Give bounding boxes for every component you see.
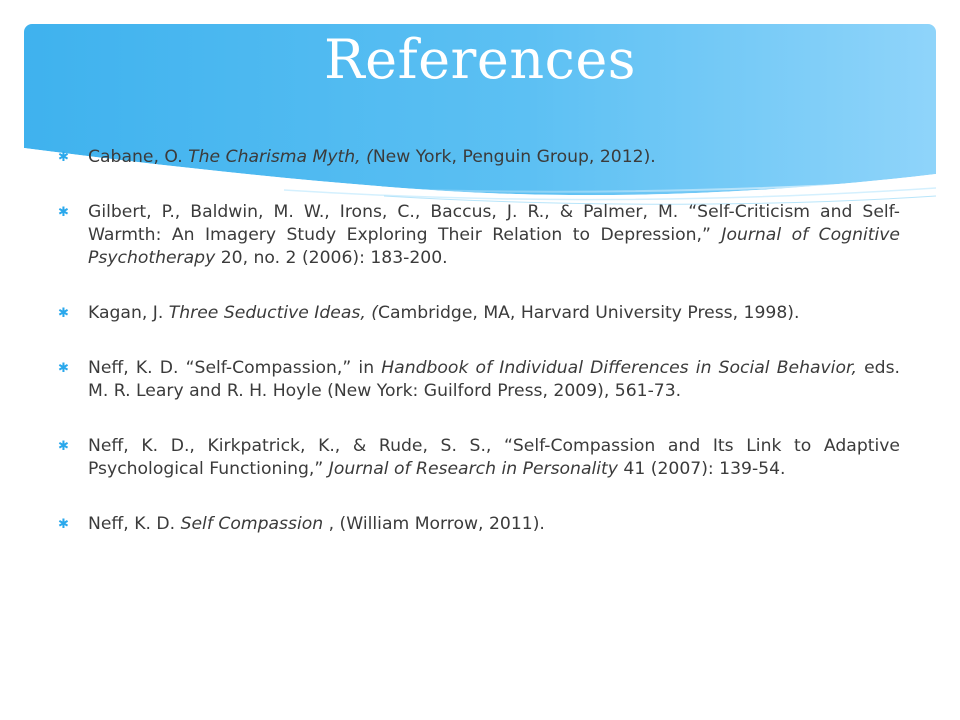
- asterisk-icon: ✱: [58, 150, 69, 165]
- reference-text: Cabane, O.: [88, 147, 189, 167]
- reference-text: Neff, K. D., Kirkpatrick, K., & Rude, S. S., “Self-Compassion and Its Link to Adaptive Psychological Functioning,”: [88, 436, 900, 479]
- slide-title: References: [323, 28, 637, 91]
- asterisk-icon: ✱: [58, 439, 69, 454]
- reference-item: [56, 513, 900, 536]
- reference-italic-text: Self Compassion: [180, 514, 324, 534]
- asterisk-icon: ✱: [58, 361, 69, 376]
- reference-text: Gilbert, P., Baldwin, M. W., Irons, C., Baccus, J. R., & Palmer, M. “Self-Criticism and Self-Warmth: An Imagery Study Exploring Their Relation to Depression,”: [88, 202, 900, 245]
- reference-italic-text: The Charisma Myth, (: [188, 147, 373, 167]
- reference-italic-text: Handbook of Individual Differences in Social Behavior,: [381, 358, 857, 378]
- reference-italic-text: Three Seductive Ideas, (: [168, 303, 378, 323]
- reference-text: Cambridge, MA, Harvard University Press, 1998).: [377, 303, 800, 323]
- reference-text: Neff, K. D. “Self-Compassion,” in: [88, 358, 382, 378]
- reference-italic-text: Journal of Cognitive Psychotherapy: [88, 225, 900, 268]
- asterisk-icon: ✱: [58, 517, 69, 532]
- asterisk-icon: ✱: [58, 205, 69, 220]
- asterisk-icon: ✱: [58, 306, 69, 321]
- reference-text: Neff, K. D.: [88, 514, 181, 534]
- reference-item: [56, 201, 900, 270]
- reference-text: 41 (2007): 139-54.: [617, 459, 786, 479]
- reference-item: [56, 357, 900, 403]
- reference-item: [56, 435, 900, 481]
- reference-text: New York, Penguin Group, 2012).: [372, 147, 656, 167]
- reference-item: [56, 146, 900, 169]
- reference-text: 20, no. 2 (2006): 183-200.: [215, 248, 448, 268]
- reference-italic-text: Journal of Research in Personality: [328, 459, 618, 479]
- reference-text: eds. M. R. Leary and R. H. Hoyle (New York: Guilford Press, 2009), 561-73.: [88, 358, 900, 401]
- reference-text: , (William Morrow, 2011).: [323, 514, 545, 534]
- reference-list: [56, 146, 900, 568]
- reference-text: Kagan, J.: [88, 303, 169, 323]
- reference-item: [56, 302, 900, 325]
